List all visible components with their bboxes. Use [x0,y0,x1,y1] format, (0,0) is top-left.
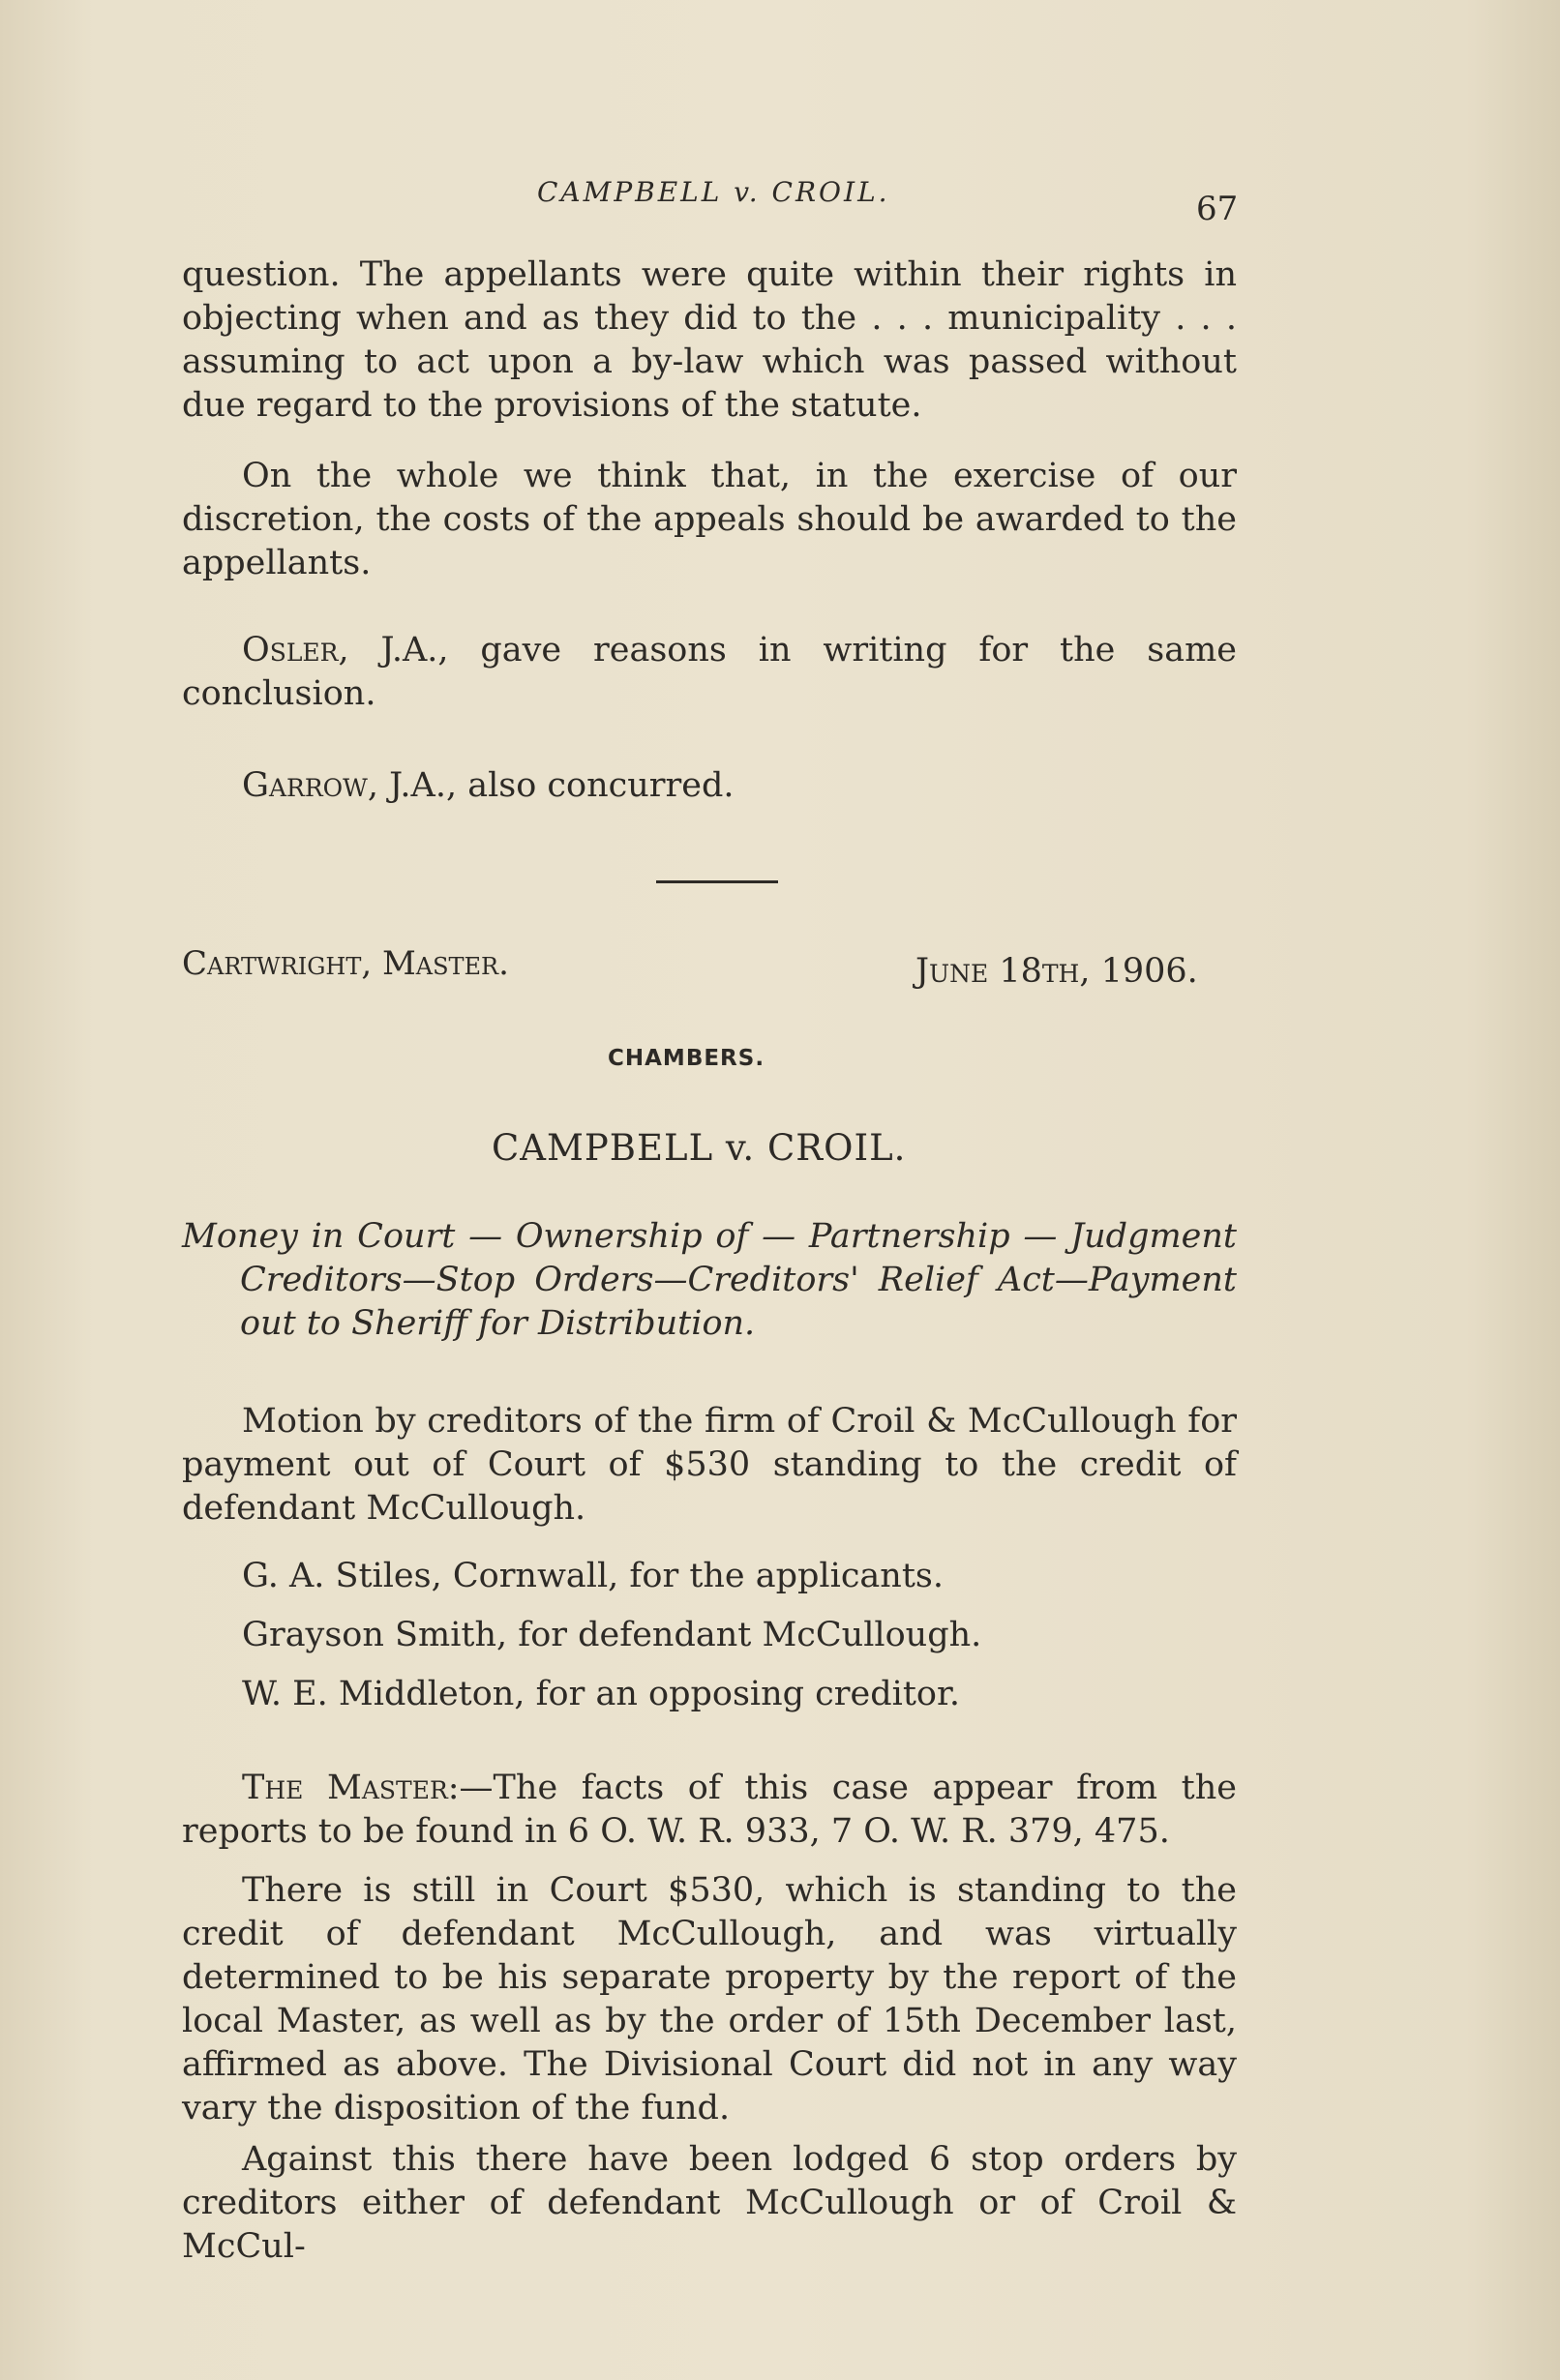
master-text: :—The facts of this case appear from the reports to be found in 6 O. W. R. 933, 7 O. W. R. 379, 475. [182,1769,1237,1851]
court-heading: CHAMBERS. [608,1046,765,1071]
running-head: CAMPBELL v. CROIL. [537,176,890,208]
garrow-block [182,764,1237,808]
paragraph-motion: Motion by creditors of the firm of Croil & McCullough for payment out of Court of $530 standing to the credit of defendant McCullough. [182,1402,1237,1528]
counsel-item: W. E. Middleton, for an opposing creditor. [242,1675,960,1713]
master-block [182,1767,1237,1854]
paragraph-still-in-court: There is still in Court $530, which is standing to the credit of defendant McCullough, and was virtually determined to be his separate property by the report of the local Master, as well as by the order of 15th December last, affirmed as above. The Divisional Court did not in any way vary the disposition of the fund. [182,1871,1237,2127]
page-number: 67 [1196,190,1239,228]
garrow-text: , J.A., also concurred. [367,766,735,805]
counsel-item: G. A. Stiles, Cornwall, for the applicants. [242,1557,944,1595]
osler-block [182,629,1237,716]
paragraph-garrow [182,764,1237,808]
headnote-block [182,1215,1237,1346]
judge-name-osler: Osler [242,631,339,669]
counsel-list [182,1555,1237,1716]
paragraph-question: question. The appellants were quite within their rights in objecting when and as they did to the . . . municipality . . . assuming to act upon a by-law which was passed without due regard to the provisions of the statute. [182,255,1237,425]
against-block [182,2138,1237,2269]
paragraph-stop-orders: Against this there have been lodged 6 stop orders by creditors either of defendant McCullough or of Croil & McCul- [182,2140,1237,2266]
date-line: June 18th, 1906. [915,952,1198,991]
osler-text: , J.A., gave reasons in writing for the same conclusion. [182,631,1237,713]
counsel-item: Grayson Smith, for defendant McCullough. [242,1616,982,1654]
paragraph-osler [182,629,1237,716]
motion-block [182,1400,1237,1531]
paragraph-master [182,1767,1237,1854]
judge-name-garrow: Garrow [242,766,368,805]
judge-line: Cartwright, Master. [182,944,509,983]
paragraph-costs: On the whole we think that, in the exercise of our discretion, the costs of the appeals should be awarded to the appellants. [182,457,1237,582]
still-block [182,1869,1237,2130]
section-divider [656,880,778,883]
costs-block [182,455,1237,585]
headnote: Money in Court — Ownership of — Partnership — Judgment Creditors—Stop Orders—Creditors' Relief Act—Payment out to Sheriff for Distribution. [182,1217,1237,1343]
case-title: CAMPBELL v. CROIL. [492,1127,907,1169]
previous-case-continuation [182,253,1237,428]
speaker-master: The Master [242,1769,448,1807]
